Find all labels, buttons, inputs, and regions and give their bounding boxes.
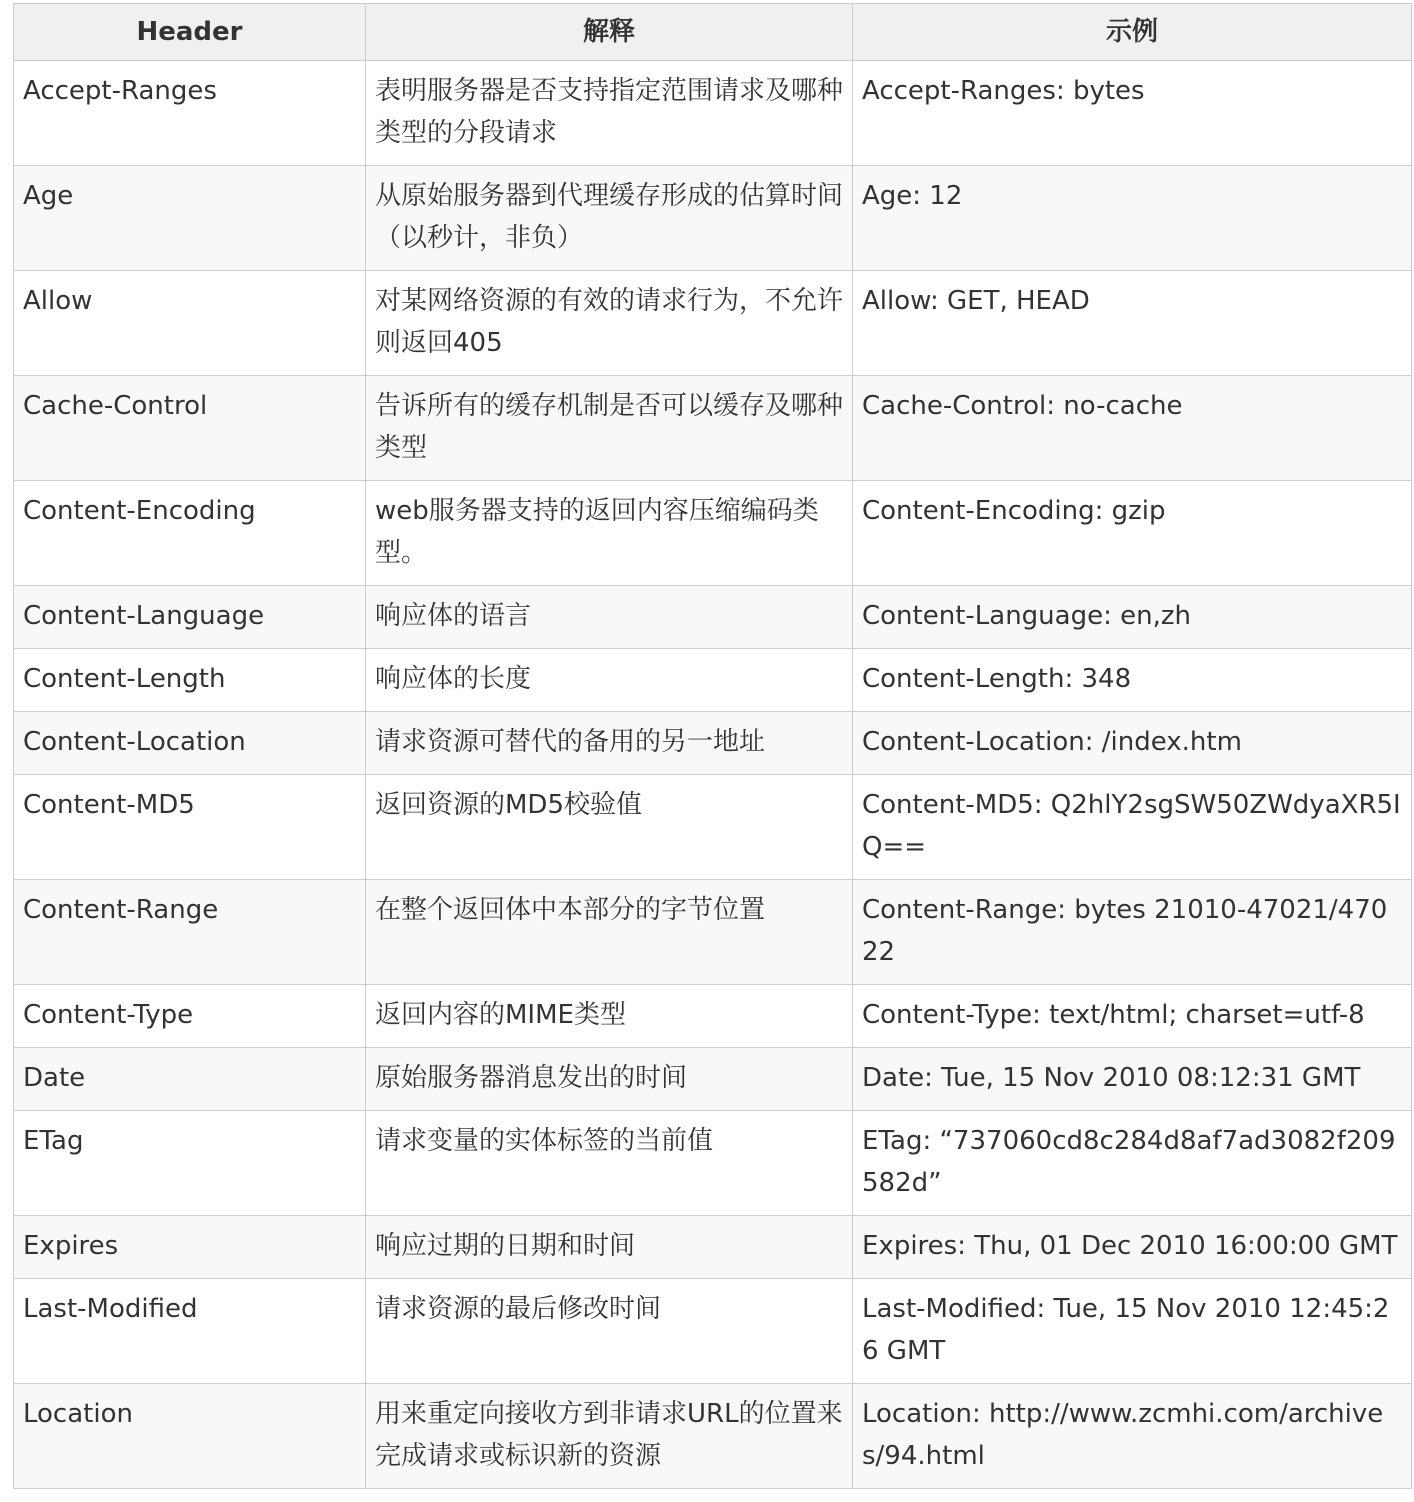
cell-header-name-text: Date: [23, 1063, 86, 1093]
table-row: [14, 1048, 1412, 1111]
table-row: [14, 1111, 1412, 1216]
cell-explanation-text: 请求资源可替代的备用的另一地址: [375, 727, 766, 757]
cell-explanation: [366, 481, 853, 586]
cell-header-name: [14, 586, 366, 649]
cell-example: [853, 166, 1412, 271]
cell-header-name-text: Accept-Ranges: [23, 76, 217, 106]
table-row: [14, 985, 1412, 1048]
cell-header-name-text: Content-Type: [23, 1000, 194, 1030]
cell-header-name-text: Location: [23, 1399, 133, 1429]
cell-explanation-text: 请求资源的最后修改时间: [375, 1294, 662, 1324]
cell-header-name-text: Content-Language: [23, 601, 265, 631]
cell-example: [853, 376, 1412, 481]
table-row: [14, 61, 1412, 166]
cell-header-name: [14, 712, 366, 775]
cell-explanation: [366, 61, 853, 166]
cell-example-text: Last-Modified: Tue, 15 Nov 2010 12:45:26 GMT: [862, 1294, 1390, 1366]
cell-explanation: [366, 712, 853, 775]
cell-header-name: [14, 376, 366, 481]
cell-example: [853, 985, 1412, 1048]
cell-explanation: [366, 586, 853, 649]
cell-explanation: [366, 166, 853, 271]
cell-example-text: Date: Tue, 15 Nov 2010 08:12:31 GMT: [862, 1063, 1361, 1093]
table-row: [14, 649, 1412, 712]
cell-explanation-text: 返回内容的MIME类型: [375, 1000, 626, 1030]
cell-explanation-text: 响应过期的日期和时间: [375, 1231, 636, 1261]
cell-header-name-text: Content-Location: [23, 727, 246, 757]
cell-example-text: Content-MD5: Q2hlY2sgSW50ZWdyaXR5IQ==: [862, 790, 1401, 862]
cell-example: [853, 586, 1412, 649]
cell-header-name-text: Age: [23, 181, 74, 211]
cell-explanation: [366, 775, 853, 880]
cell-example: [853, 712, 1412, 775]
cell-explanation: [366, 271, 853, 376]
column-header-explanation: 解释: [366, 4, 853, 61]
cell-example: [853, 1111, 1412, 1216]
cell-example-text: Content-Range: bytes 21010-47021/47022: [862, 895, 1388, 967]
table-row: [14, 271, 1412, 376]
cell-explanation: [366, 1048, 853, 1111]
cell-header-name: [14, 880, 366, 985]
table-row: [14, 880, 1412, 985]
cell-header-name-text: Content-Encoding: [23, 496, 256, 526]
cell-explanation: [366, 1111, 853, 1216]
cell-header-name: [14, 1216, 366, 1279]
cell-explanation: [366, 985, 853, 1048]
cell-header-name-text: ETag: [23, 1126, 84, 1156]
cell-example-text: Allow: GET, HEAD: [862, 286, 1090, 316]
cell-example-text: Cache-Control: no-cache: [862, 391, 1183, 421]
cell-example-text: Content-Encoding: gzip: [862, 496, 1166, 526]
cell-header-name: [14, 775, 366, 880]
header-row: [14, 4, 1412, 61]
cell-header-name: [14, 61, 366, 166]
cell-header-name: [14, 1384, 366, 1489]
cell-header-name: [14, 481, 366, 586]
cell-header-name-text: Content-Range: [23, 895, 219, 925]
cell-explanation: [366, 1384, 853, 1489]
table-row: [14, 1279, 1412, 1384]
cell-explanation-text: 响应体的长度: [375, 664, 532, 694]
cell-explanation: [366, 1216, 853, 1279]
cell-example: [853, 1279, 1412, 1384]
cell-example: [853, 775, 1412, 880]
cell-example-text: ETag: “737060cd8c284d8af7ad3082f209582d”: [862, 1126, 1396, 1198]
cell-example: [853, 61, 1412, 166]
cell-explanation-text: 响应体的语言: [375, 601, 532, 631]
cell-explanation: [366, 880, 853, 985]
table-row: [14, 775, 1412, 880]
cell-explanation-text: 告诉所有的缓存机制是否可以缓存及哪种类型: [375, 391, 844, 463]
cell-header-name: [14, 1111, 366, 1216]
cell-explanation-text: 返回资源的MD5校验值: [375, 790, 642, 820]
cell-example-text: Content-Language: en,zh: [862, 601, 1191, 631]
cell-example-text: Accept-Ranges: bytes: [862, 76, 1145, 106]
table-row: [14, 1384, 1412, 1489]
cell-example-text: Content-Length: 348: [862, 664, 1132, 694]
table-row: [14, 1216, 1412, 1279]
http-headers-table: [13, 3, 1412, 1489]
cell-example-text: Content-Location: /index.htm: [862, 727, 1242, 757]
column-header-example: 示例: [853, 4, 1412, 61]
cell-explanation: [366, 376, 853, 481]
cell-example: [853, 271, 1412, 376]
cell-explanation: [366, 1279, 853, 1384]
cell-example: [853, 1216, 1412, 1279]
cell-explanation-text: 用来重定向接收方到非请求URL的位置来完成请求或标识新的资源: [375, 1399, 843, 1471]
cell-example-text: Expires: Thu, 01 Dec 2010 16:00:00 GMT: [862, 1231, 1398, 1261]
cell-header-name-text: Cache-Control: [23, 391, 208, 421]
cell-header-name-text: Expires: [23, 1231, 119, 1261]
cell-example-text: Age: 12: [862, 181, 963, 211]
cell-header-name: [14, 1048, 366, 1111]
cell-header-name-text: Content-Length: [23, 664, 226, 694]
cell-explanation-text: 对某网络资源的有效的请求行为，不允许则返回405: [375, 286, 844, 358]
cell-explanation-text: 从原始服务器到代理缓存形成的估算时间（以秒计，非负）: [375, 181, 844, 253]
cell-header-name-text: Allow: [23, 286, 93, 316]
table-body: [14, 61, 1412, 1489]
cell-explanation-text: 原始服务器消息发出的时间: [375, 1063, 688, 1093]
table-row: [14, 166, 1412, 271]
cell-explanation-text: 表明服务器是否支持指定范围请求及哪种类型的分段请求: [375, 76, 844, 148]
cell-example: [853, 1048, 1412, 1111]
column-header-header: Header: [14, 4, 366, 61]
cell-header-name: [14, 166, 366, 271]
cell-example-text: Content-Type: text/html; charset=utf-8: [862, 1000, 1365, 1030]
cell-header-name-text: Content-MD5: [23, 790, 195, 820]
cell-example-text: Location: http://www.zcmhi.com/archives/94.html: [862, 1399, 1384, 1471]
cell-explanation-text: 在整个返回体中本部分的字节位置: [375, 895, 766, 925]
table-row: [14, 481, 1412, 586]
cell-explanation: [366, 649, 853, 712]
table-row: [14, 712, 1412, 775]
table-row: [14, 586, 1412, 649]
cell-header-name: [14, 649, 366, 712]
cell-explanation-text: 请求变量的实体标签的当前值: [375, 1126, 714, 1156]
cell-explanation-text: web服务器支持的返回内容压缩编码类型。: [375, 496, 819, 568]
cell-header-name-text: Last-Modified: [23, 1294, 198, 1324]
table-head: [14, 4, 1412, 61]
cell-example: [853, 880, 1412, 985]
cell-example: [853, 1384, 1412, 1489]
cell-example: [853, 481, 1412, 586]
cell-header-name: [14, 985, 366, 1048]
table-row: [14, 376, 1412, 481]
cell-header-name: [14, 1279, 366, 1384]
cell-header-name: [14, 271, 366, 376]
cell-example: [853, 649, 1412, 712]
